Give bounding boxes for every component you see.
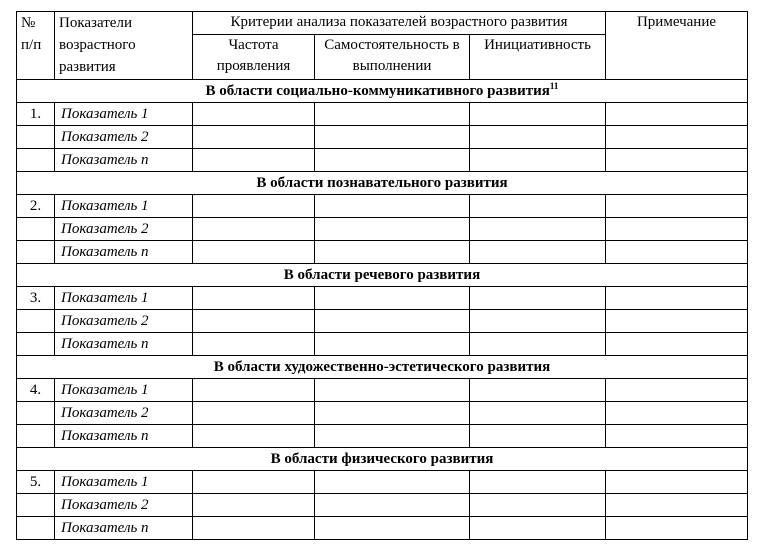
section-row: [17, 264, 748, 287]
footnote-marker: 11: [549, 81, 559, 91]
initiative-cell[interactable]: [470, 310, 606, 333]
independence-cell[interactable]: [315, 425, 470, 448]
section-title: [17, 356, 748, 379]
row-number-cell: [17, 494, 55, 517]
indicator-row: [17, 103, 748, 126]
note-cell[interactable]: [606, 471, 748, 494]
sections-body: [17, 80, 748, 540]
section-title-text: В области социально-коммуникативного развития: [205, 83, 550, 99]
row-number-cell: 4.: [17, 379, 55, 402]
criterion-frequency-header: Частота проявления: [193, 35, 315, 80]
independence-cell[interactable]: [315, 195, 470, 218]
note-cell[interactable]: [606, 195, 748, 218]
row-number-cell: [17, 425, 55, 448]
frequency-cell[interactable]: [193, 494, 315, 517]
criterion-initiative-header: Инициативность: [470, 35, 606, 80]
indicator-row: [17, 287, 748, 310]
frequency-cell[interactable]: [193, 126, 315, 149]
independence-cell[interactable]: [315, 103, 470, 126]
section-row: [17, 448, 748, 471]
section-row: [17, 80, 748, 103]
row-number-cell: 2.: [17, 195, 55, 218]
indicator-cell: Показатель n: [55, 241, 193, 264]
note-cell[interactable]: [606, 333, 748, 356]
row-number-cell: [17, 517, 55, 540]
initiative-cell[interactable]: [470, 402, 606, 425]
indicator-cell: Показатель 1: [55, 471, 193, 494]
section-title: [17, 448, 748, 471]
initiative-cell[interactable]: [470, 126, 606, 149]
note-cell[interactable]: [606, 379, 748, 402]
independence-cell[interactable]: [315, 494, 470, 517]
indicator-cell: Показатель 2: [55, 402, 193, 425]
row-number-cell: 5.: [17, 471, 55, 494]
independence-cell[interactable]: [315, 379, 470, 402]
indicator-row: [17, 241, 748, 264]
frequency-cell[interactable]: [193, 241, 315, 264]
initiative-cell[interactable]: [470, 425, 606, 448]
indicator-cell: Показатель 2: [55, 494, 193, 517]
note-cell[interactable]: [606, 149, 748, 172]
initiative-cell[interactable]: [470, 287, 606, 310]
indicators-table: [16, 11, 748, 540]
independence-cell[interactable]: [315, 471, 470, 494]
num-column-header: № п/п: [17, 12, 55, 80]
row-number-cell: [17, 218, 55, 241]
section-title: [17, 80, 748, 103]
initiative-cell[interactable]: [470, 149, 606, 172]
indicators-column-header: Показатели возрастного развития: [55, 12, 193, 80]
criterion-independence-header: Самостоятельность в выполнении: [315, 35, 470, 80]
indicator-row: [17, 149, 748, 172]
independence-cell[interactable]: [315, 218, 470, 241]
section-title: [17, 172, 748, 195]
independence-cell[interactable]: [315, 517, 470, 540]
section-title-text: В области речевого развития: [283, 267, 481, 283]
indicator-row: [17, 517, 748, 540]
initiative-cell[interactable]: [470, 494, 606, 517]
note-cell[interactable]: [606, 287, 748, 310]
section-title-text: В области познавательного развития: [256, 175, 508, 191]
initiative-cell[interactable]: [470, 103, 606, 126]
indicator-row: [17, 379, 748, 402]
frequency-cell[interactable]: [193, 310, 315, 333]
independence-cell[interactable]: [315, 310, 470, 333]
note-cell[interactable]: [606, 103, 748, 126]
row-number-cell: 3.: [17, 287, 55, 310]
row-number-cell: [17, 149, 55, 172]
row-number-cell: [17, 241, 55, 264]
frequency-cell[interactable]: [193, 195, 315, 218]
row-number-cell: [17, 402, 55, 425]
independence-cell[interactable]: [315, 149, 470, 172]
indicator-cell: Показатель 1: [55, 379, 193, 402]
independence-cell[interactable]: [315, 287, 470, 310]
note-cell[interactable]: [606, 310, 748, 333]
indicator-row: [17, 126, 748, 149]
frequency-cell[interactable]: [193, 287, 315, 310]
independence-cell[interactable]: [315, 333, 470, 356]
note-column-header: Примечание: [606, 12, 748, 80]
note-cell[interactable]: [606, 402, 748, 425]
note-cell[interactable]: [606, 126, 748, 149]
indicator-cell: Показатель n: [55, 149, 193, 172]
indicator-row: [17, 425, 748, 448]
indicator-cell: Показатель n: [55, 425, 193, 448]
initiative-cell[interactable]: [470, 195, 606, 218]
section-row: [17, 356, 748, 379]
frequency-cell[interactable]: [193, 379, 315, 402]
frequency-cell[interactable]: [193, 218, 315, 241]
section-title-text: В области физического развития: [270, 451, 494, 467]
initiative-cell[interactable]: [470, 218, 606, 241]
indicator-cell: Показатель 1: [55, 195, 193, 218]
frequency-cell[interactable]: [193, 149, 315, 172]
indicator-row: [17, 218, 748, 241]
indicator-row: [17, 471, 748, 494]
section-title: [17, 264, 748, 287]
frequency-cell[interactable]: [193, 103, 315, 126]
criteria-group-header: Критерии анализа показателей возрастного развития: [193, 12, 606, 35]
note-cell[interactable]: [606, 425, 748, 448]
frequency-cell[interactable]: [193, 333, 315, 356]
note-cell[interactable]: [606, 494, 748, 517]
note-cell[interactable]: [606, 241, 748, 264]
initiative-cell[interactable]: [470, 471, 606, 494]
indicator-row: [17, 195, 748, 218]
indicator-row: [17, 402, 748, 425]
indicator-cell: Показатель 2: [55, 310, 193, 333]
note-cell[interactable]: [606, 218, 748, 241]
row-number-cell: [17, 310, 55, 333]
section-title-text: В области художественно-эстетического развития: [213, 359, 551, 375]
frequency-cell[interactable]: [193, 517, 315, 540]
initiative-cell[interactable]: [470, 333, 606, 356]
indicator-row: [17, 310, 748, 333]
indicator-cell: Показатель n: [55, 517, 193, 540]
indicator-row: [17, 494, 748, 517]
note-cell[interactable]: [606, 517, 748, 540]
frequency-cell[interactable]: [193, 471, 315, 494]
initiative-cell[interactable]: [470, 241, 606, 264]
indicator-cell: Показатель 1: [55, 103, 193, 126]
indicator-cell: Показатель 1: [55, 287, 193, 310]
section-row: [17, 172, 748, 195]
header-row-1: [17, 12, 748, 35]
independence-cell[interactable]: [315, 402, 470, 425]
frequency-cell[interactable]: [193, 425, 315, 448]
row-number-cell: 1.: [17, 103, 55, 126]
independence-cell[interactable]: [315, 126, 470, 149]
frequency-cell[interactable]: [193, 402, 315, 425]
indicator-row: [17, 333, 748, 356]
initiative-cell[interactable]: [470, 517, 606, 540]
initiative-cell[interactable]: [470, 379, 606, 402]
indicator-cell: Показатель 2: [55, 218, 193, 241]
independence-cell[interactable]: [315, 241, 470, 264]
row-number-cell: [17, 333, 55, 356]
indicator-cell: Показатель 2: [55, 126, 193, 149]
row-number-cell: [17, 126, 55, 149]
indicator-cell: Показатель n: [55, 333, 193, 356]
